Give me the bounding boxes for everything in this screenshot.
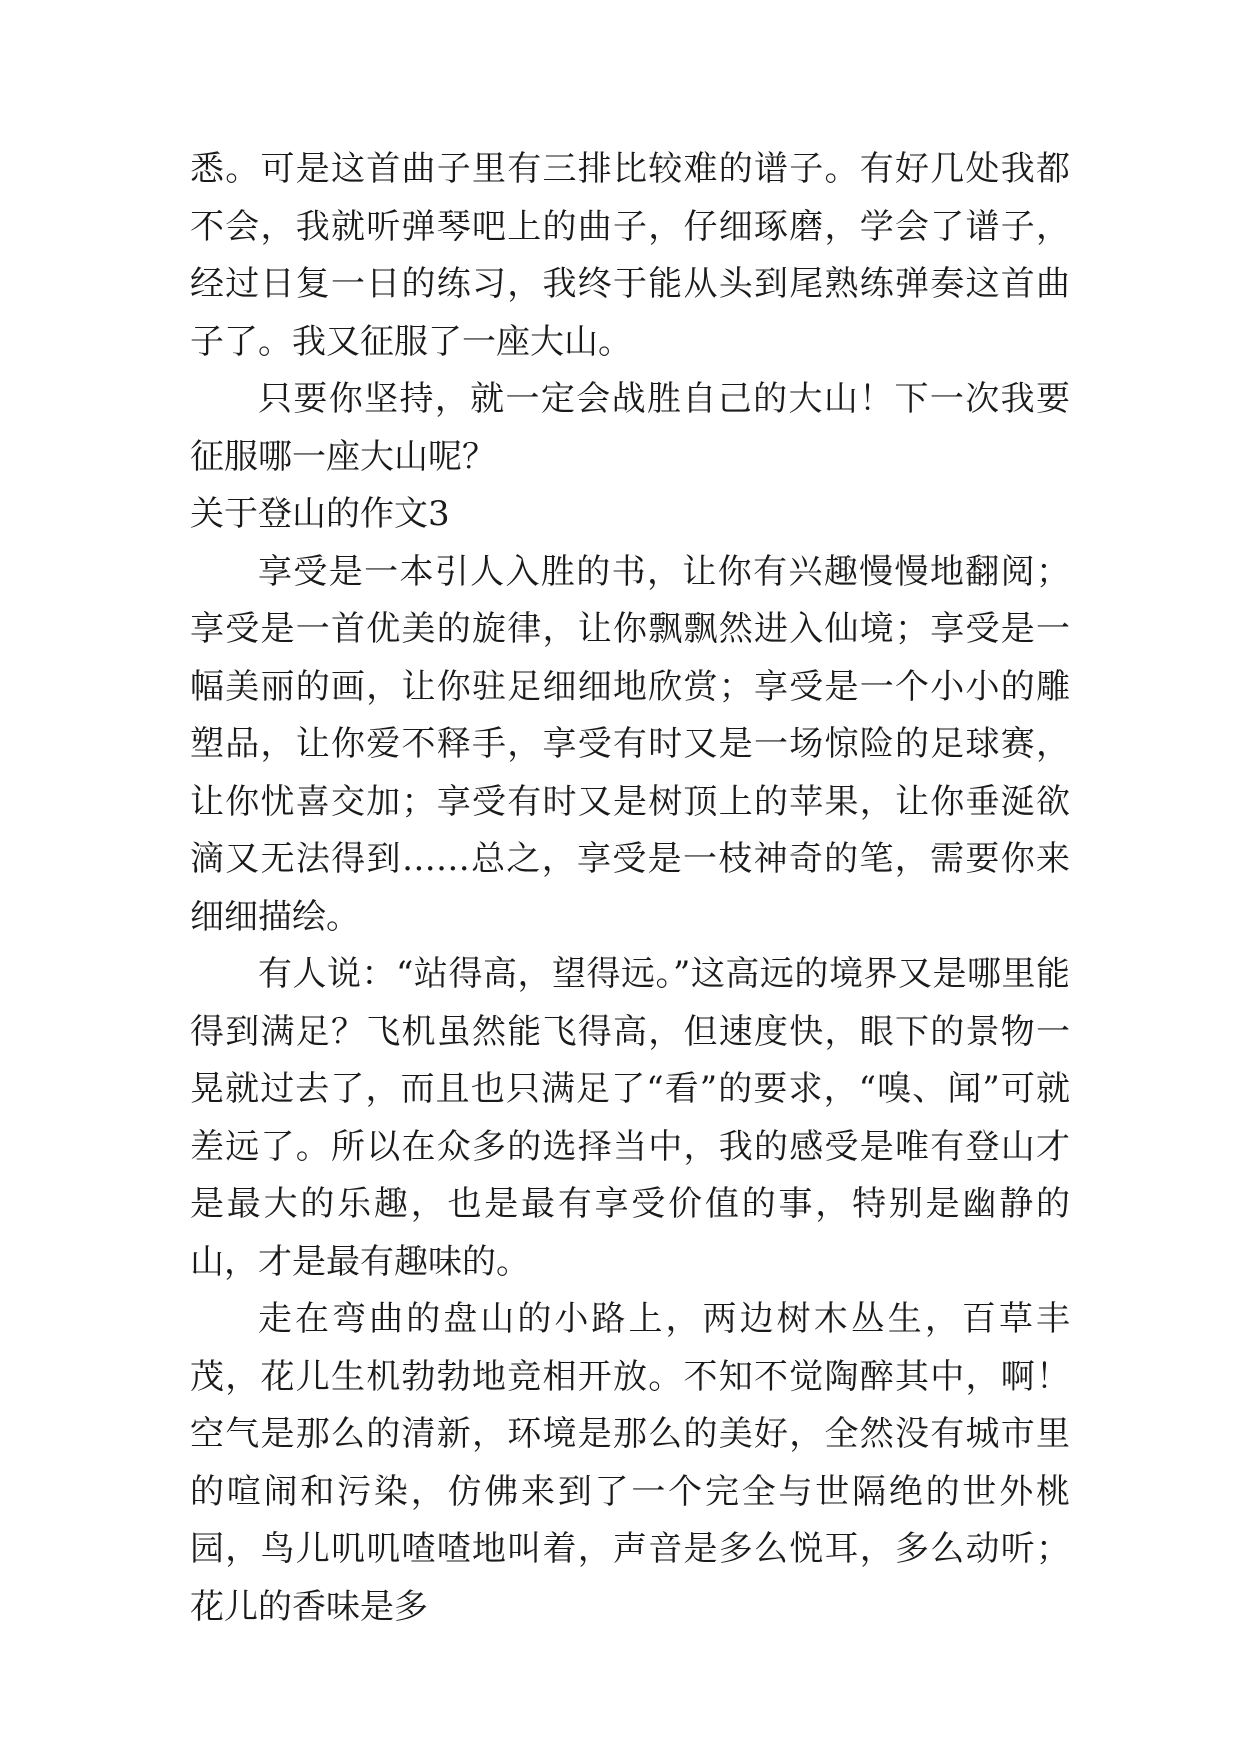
paragraph-5: 走在弯曲的盘山的小路上，两边树木丛生，百草丰茂，花儿生机勃勃地竞相开放。不知不觉陶醉其中，啊！空气是那么的清新，环境是那么的美好，全然没有城市里的喧闹和污染，仿佛来到了一个完全与世隔绝的世外桃园，鸟儿叽叽喳喳地叫着，声音是多么悦耳，多么动听；花儿的香味是多 — [190, 1299, 1070, 1627]
paragraph-3: 享受是一本引人入胜的书，让你有兴趣慢慢地翻阅；享受是一首优美的旋律，让你飘飘然进入仙境；享受是一幅美丽的画，让你驻足细细地欣赏；享受是一个小小的雕塑品，让你爱不释手，享受有时又是一场惊险的足球赛，让你忧喜交加；享受有时又是树顶上的苹果，让你垂涎欲滴又无法得到……总之，享受是一枝神奇的笔，需要你来细细描绘。 — [190, 551, 1070, 937]
paragraph-1: 悉。可是这首曲子里有三排比较难的谱子。有好几处我都不会，我就听弹琴吧上的曲子，仔细琢磨，学会了谱子，经过日复一日的练习，我终于能从头到尾熟练弹奏这首曲子了。我又征服了一座大山。 — [190, 149, 1070, 362]
section-heading: 关于登山的作文3 — [190, 494, 450, 534]
paragraph-4: 有人说：“站得高，望得远。”这高远的境界又是哪里能得到满足？飞机虽然能飞得高，但速度快，眼下的景物一晃就过去了，而且也只满足了“看”的要求，“嗅、闻”可就差远了。所以在众多的选择当中，我的感受是唯有登山才是最大的乐趣，也是最有享受价值的事，特别是幽静的山，才是最有趣味的。 — [190, 954, 1070, 1282]
document-body — [190, 141, 1070, 1636]
paragraph-2: 只要你坚持，就一定会战胜自己的大山！下一次我要征服哪一座大山呢？ — [190, 379, 1070, 477]
